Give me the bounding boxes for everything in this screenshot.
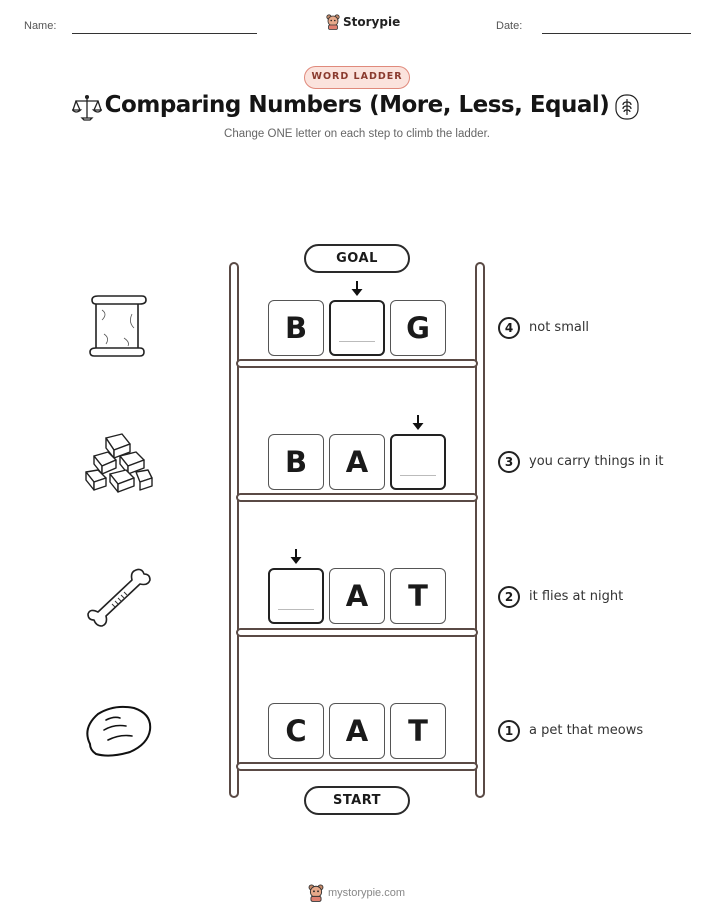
bear-icon	[308, 884, 324, 902]
ladder-rung	[236, 359, 478, 368]
letter-tile: B	[268, 300, 324, 356]
letter-tile: A	[329, 703, 385, 759]
footer	[308, 884, 405, 902]
letter-tile: B	[268, 434, 324, 490]
step-number: 1	[498, 720, 520, 742]
letter-tile: G	[390, 300, 446, 356]
bone-icon	[86, 566, 152, 628]
start-label: START	[304, 786, 410, 815]
brand-name: Storypie	[343, 15, 401, 29]
ladder-rung	[236, 762, 478, 771]
page-title: Comparing Numbers (More, Less, Equal)	[104, 92, 610, 118]
word-ladder-badge: WORD LADDER	[304, 66, 410, 89]
step-number: 3	[498, 451, 520, 473]
blank-letter-input[interactable]	[268, 568, 324, 624]
blank-letter-input[interactable]	[390, 434, 446, 490]
letter-tile: T	[390, 703, 446, 759]
date-line[interactable]	[542, 33, 691, 34]
instructions: Change ONE letter on each step to climb the ladder.	[224, 128, 490, 140]
wheat-badge-icon	[614, 93, 640, 121]
letter-tile: A	[329, 434, 385, 490]
ladder-right-rail	[475, 262, 485, 798]
goal-label: GOAL	[304, 244, 410, 273]
brand-logo	[326, 14, 400, 30]
date-label: Date:	[496, 20, 523, 32]
letter-tile: T	[390, 568, 446, 624]
blank-letter-input[interactable]	[329, 300, 385, 356]
arrow-down-icon	[289, 549, 303, 565]
step-number: 4	[498, 317, 520, 339]
ladder-left-rail	[229, 262, 239, 798]
stones-icon	[82, 430, 154, 494]
clue-text: you carry things in it	[529, 454, 664, 469]
letter-tile: A	[329, 568, 385, 624]
arrow-down-icon	[411, 415, 425, 431]
scroll-icon	[88, 294, 148, 360]
letter-tile: C	[268, 703, 324, 759]
clue-text: it flies at night	[529, 589, 624, 604]
footer-url[interactable]: mystorypie.com	[328, 887, 406, 899]
bread-icon	[82, 704, 154, 758]
arrow-down-icon	[350, 281, 364, 297]
ladder-rung	[236, 493, 478, 502]
clue-text: not small	[529, 320, 590, 335]
clue-text: a pet that meows	[529, 723, 644, 738]
name-label: Name:	[24, 20, 57, 32]
name-line[interactable]	[72, 33, 257, 34]
bear-icon	[326, 14, 340, 30]
ladder-rung	[236, 628, 478, 637]
step-number: 2	[498, 586, 520, 608]
